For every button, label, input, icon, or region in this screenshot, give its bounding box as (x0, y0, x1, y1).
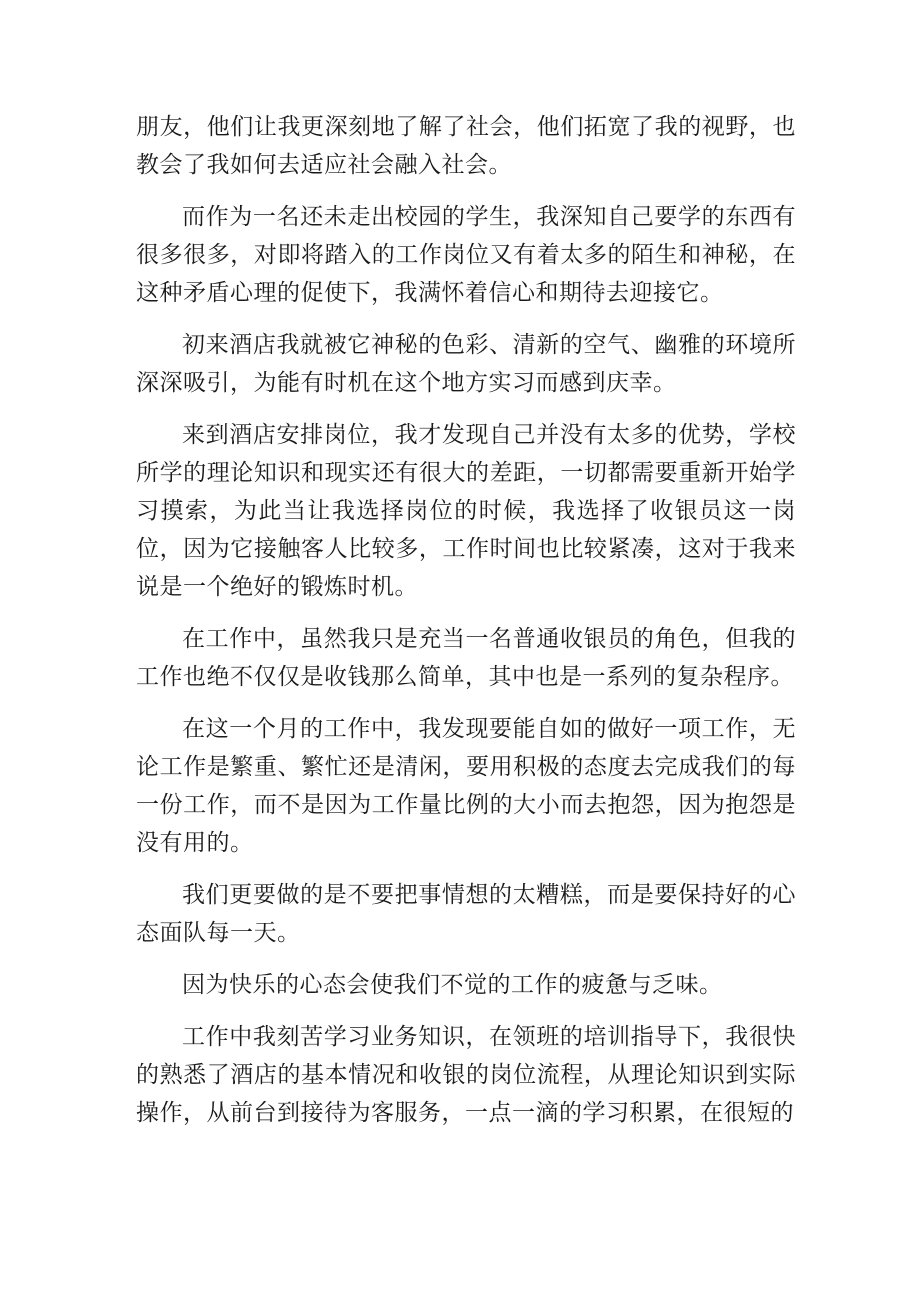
paragraph-6: 在这一个月的工作中，我发现要能自如的做好一项工作，无论工作是繁重、繁忙还是清闲，要用积极的态度去完成我们的每一份工作，而不是因为工作量比例的大小而去抱怨，因为抱怨是没有用的。 (136, 716, 796, 856)
paragraph-5: 在工作中，虽然我只是充当一名普通收银员的角色，但我的工作也绝不仅仅是收钱那么简单，其中也是一系列的复杂程序。 (136, 626, 796, 690)
paragraph-4: 来到酒店安排岗位，我才发现自己并没有太多的优势，学校所学的理论知识和现实还有很大的差距，一切都需要重新开始学习摸索，为此当让我选择岗位的时候，我选择了收银员这一岗位，因为它接触客人比较多，工作时间也比较紧凑，这对于我来说是一个绝好的锻炼时机。 (136, 422, 796, 600)
paragraph-9: 工作中我刻苦学习业务知识，在领班的培训指导下，我很快的熟悉了酒店的基本情况和收银的岗位流程，从理论知识到实际操作，从前台到接待为客服务，一点一滴的学习积累，在很短的 (136, 1024, 796, 1126)
paragraph-2: 而作为一名还未走出校园的学生，我深知自己要学的东西有很多很多，对即将踏入的工作岗位又有着太多的陌生和神秘，在这种矛盾心理的促使下，我满怀着信心和期待去迎接它。 (136, 204, 796, 306)
paragraph-1: 朋友，他们让我更深刻地了解了社会，他们拓宽了我的视野，也教会了我如何去适应社会融入社会。 (136, 114, 796, 178)
paragraph-7: 我们更要做的是不要把事情想的太糟糕，而是要保持好的心态面队每一天。 (136, 882, 796, 946)
paragraph-8: 因为快乐的心态会使我们不觉的工作的疲惫与乏味。 (182, 972, 723, 998)
document-body (136, 108, 796, 1146)
paragraph-3: 初来酒店我就被它神秘的色彩、清新的空气、幽雅的环境所深深吸引，为能有时机在这个地方实习而感到庆幸。 (136, 332, 796, 396)
